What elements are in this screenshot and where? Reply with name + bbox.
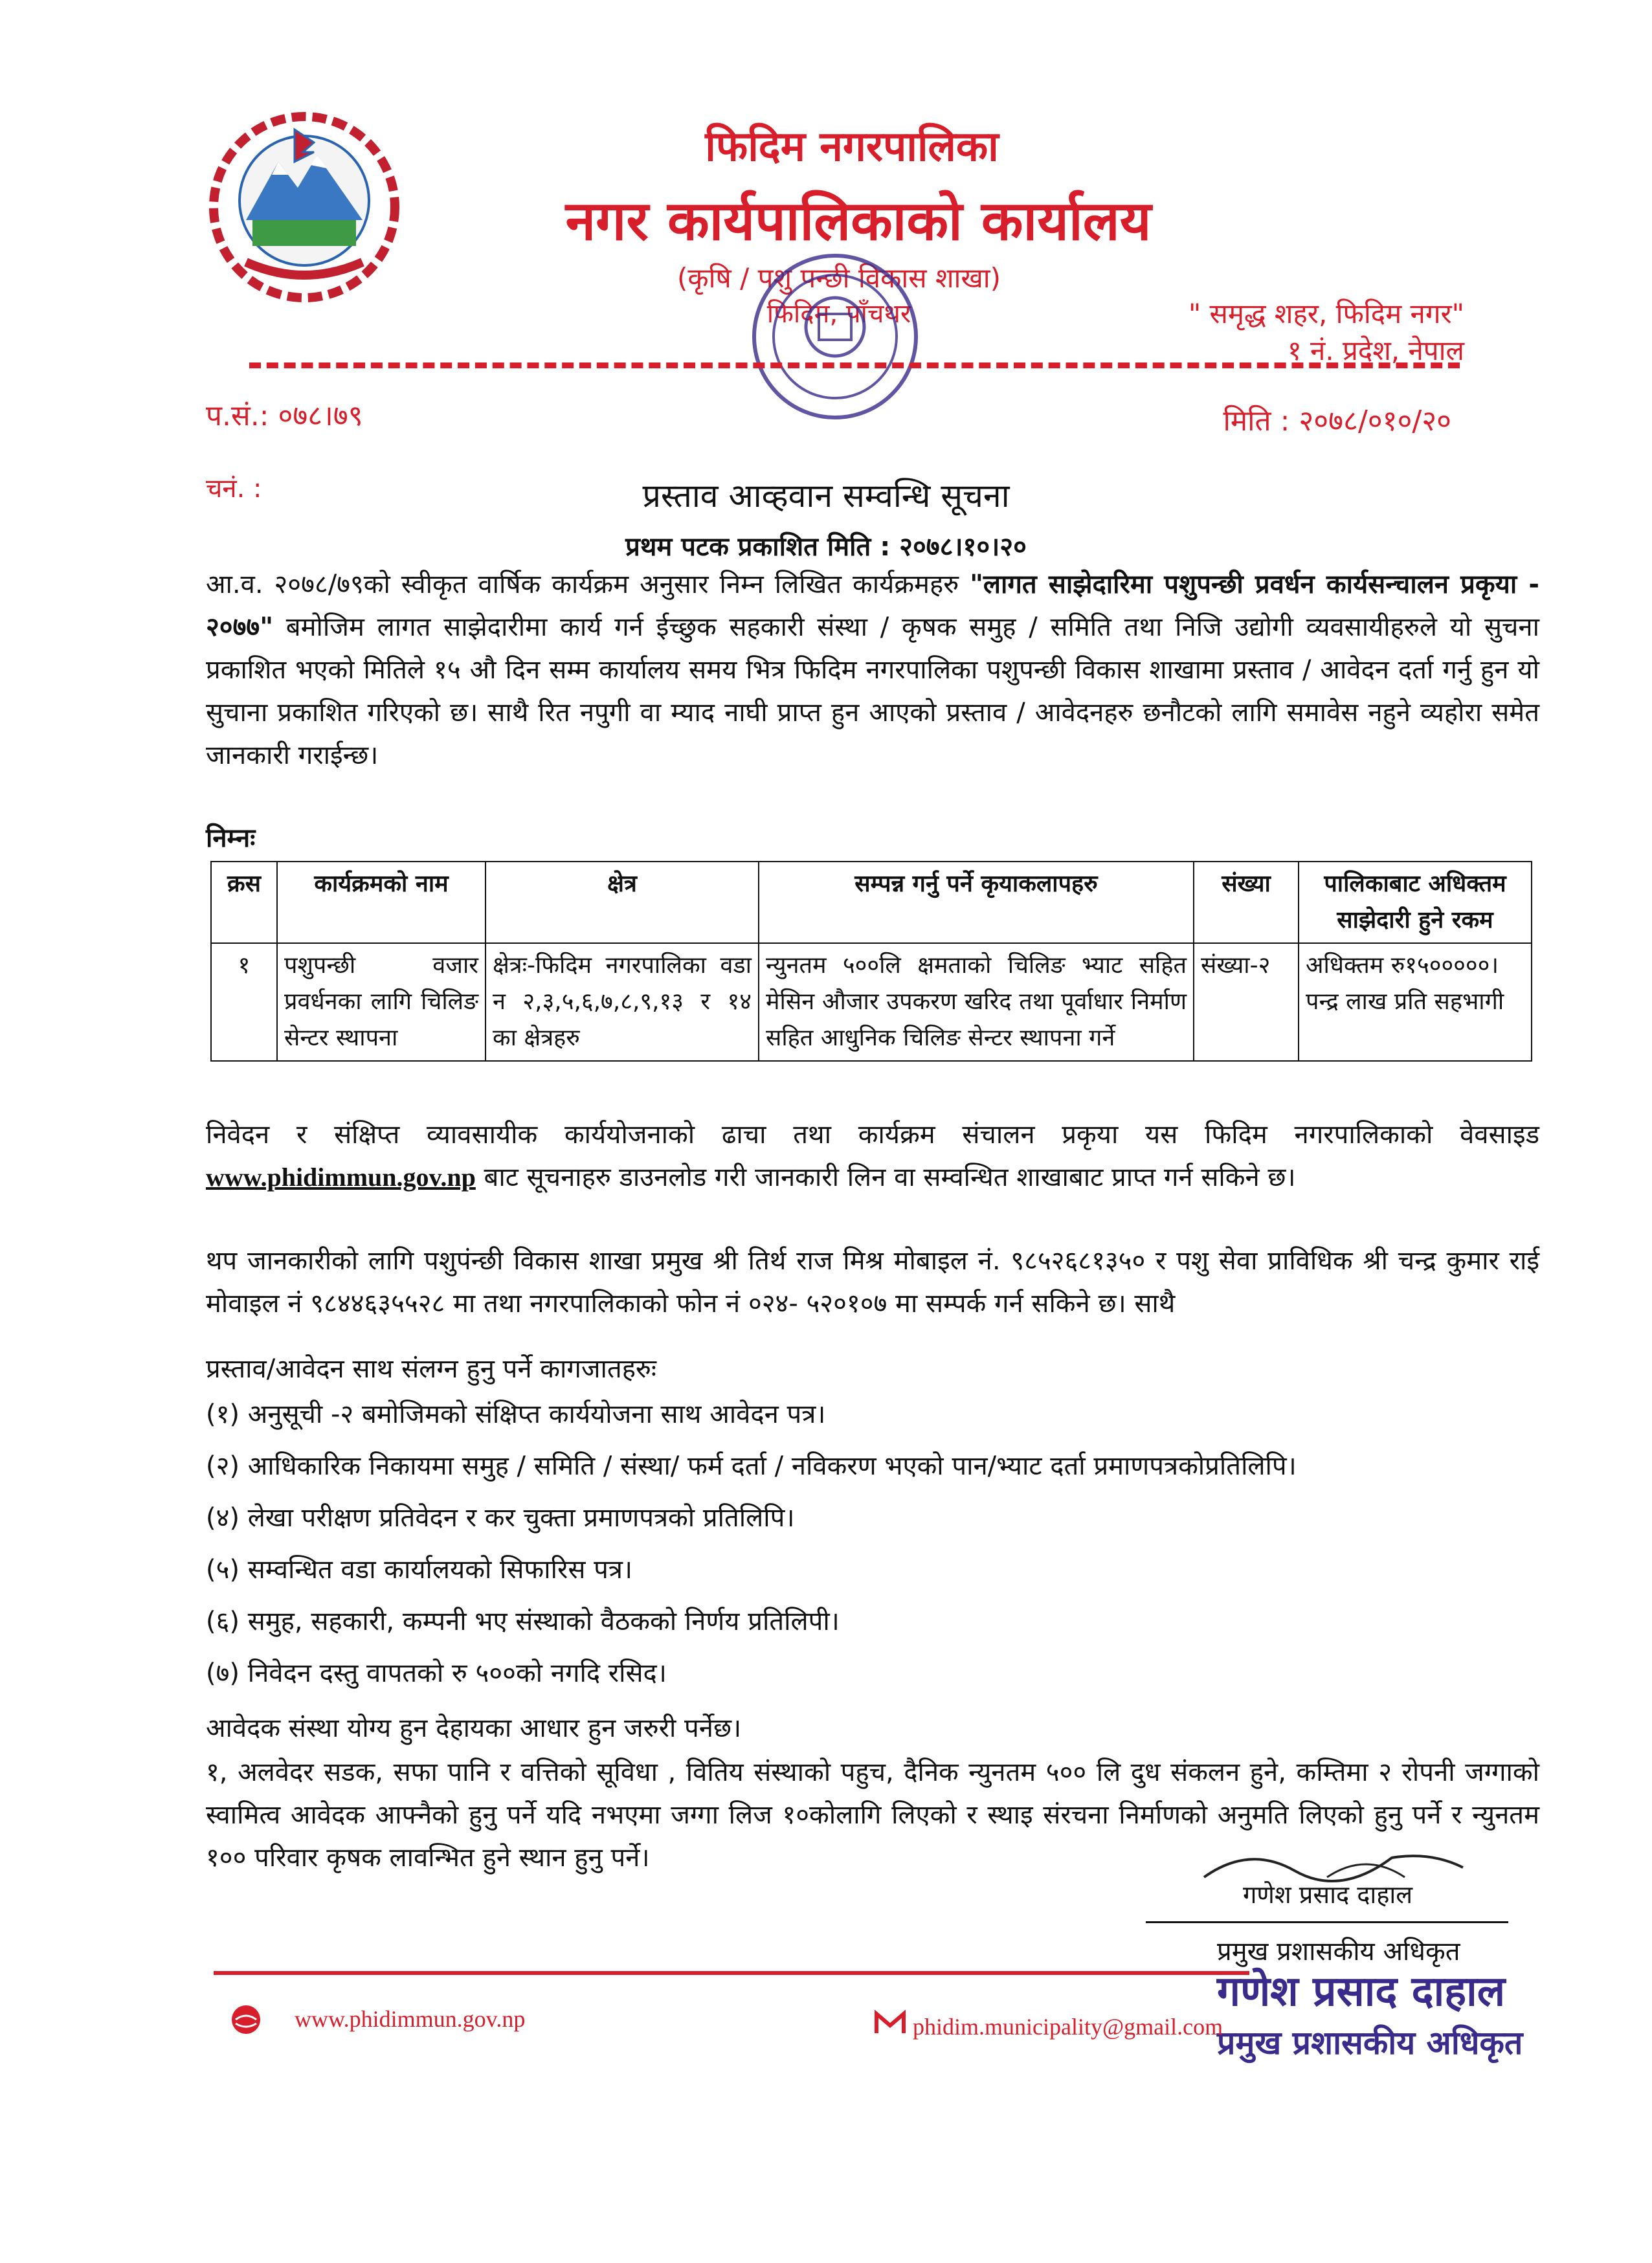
issue-date: मिति : २०७८/०१०/२०: [1223, 405, 1451, 438]
table-row: [211, 943, 1532, 1061]
eligibility-paragraph: १, अलवेदर सडक, सफा पानि र वत्तिको सूविधा , वितिय संस्थाको पहुच, दैनिक न्युनतम ५०० लि दुध संकलन हुने, कम्तिमा २ रोपनी जग्गाको स्वामित्व आवेदक आफ्नैको हुनु पर्ने यदि नभएमा जग्गा लिज १०कोलागि लिएको र स्थाइ संरचना निर्माणको अनुमति लिएको हुनु पर्ने र न्युनतम १०० परिवार कृषक लावन्भित हुने स्थान हुनु पर्ने।: [206, 1757, 1539, 1873]
requirement-item: (२) आधिकारिक निकायमा समुह / समिति / संस्था/ फर्म दर्ता / नविकरण भएको पान/भ्याट दर्ता प्रमाणपत्रकोप्रतिलिपि।: [206, 1451, 1297, 1481]
signatory-stamp-title: प्रमुख प्रशासकीय अधिकृत: [1217, 2024, 1523, 2062]
requirement-item: (१) अनुसूची -२ बमोजिमको संक्षिप्त कार्ययोजना साथ आवेदन पत्र।: [206, 1399, 826, 1429]
cell-activities: न्युनतम ५००लि क्षमताको चिलिङ भ्याट सहित मेसिन औजार उपकरण खरिद तथा पूर्वाधार निर्माण सहित आधुनिक चिलिङ सेन्टर स्थापना गर्ने: [759, 943, 1194, 1061]
office-name: नगर कार्यपालिकाको कार्यालय: [565, 189, 1152, 252]
municipality-name: फिदिम नगरपालिका: [705, 123, 999, 171]
col-activities: सम्पन्न गर्नु पर्ने कृयाकलापहरु: [759, 862, 1194, 943]
header-divider: [249, 362, 1460, 368]
col-program: कार्यक्रमको नाम: [277, 862, 486, 943]
province: १ नं. प्रदेश, नेपाल: [1287, 335, 1464, 366]
eligibility-heading: आवेदक संस्था योग्य हुन देहायका आधार हुन जरुरी पर्नेछ।: [206, 1713, 742, 1743]
col-area: क्षेत्र: [486, 862, 759, 943]
cell-count: संख्या-२: [1194, 943, 1299, 1061]
footer-website-link[interactable]: www.phidimmun.gov.np: [295, 2006, 526, 2032]
cell-area: क्षेत्रः-फिदिम नगरपालिका वडा न २,३,५,६,७,८,९,१३ र १४ का क्षेत्रहरु: [486, 943, 759, 1061]
mail-icon: [874, 2010, 906, 2036]
requirement-item: (५) सम्वन्धित वडा कार्यालयको सिफारिस पत्र।: [206, 1555, 633, 1585]
reference-number: प.सं.: ०७८।७९: [206, 399, 363, 432]
list-label: निम्नः: [206, 823, 256, 853]
program-table: [210, 861, 1532, 1062]
website-link-inline[interactable]: www.phidimmun.gov.np: [206, 1163, 476, 1192]
notice-title: प्रस्ताव आव्हवान सम्वन्धि सूचना: [642, 477, 1010, 515]
col-count: संख्या: [1194, 862, 1299, 943]
download-paragraph: निवेदन र संक्षिप्त व्यावसायीक कार्ययोजनाको ढाचा तथा कार्यक्रम संचालन प्रकृया यस फिदिम नगरपालिकाको वेवसाइड www.phidimmun.gov.np बाट सूचनाहरु डाउनलोड गरी जानकारी लिन वा सम्वन्धित शाखाबाट प्राप्त गर्न सकिने छ।: [206, 1120, 1539, 1192]
footer-email-link[interactable]: phidim.municipality@gmail.com: [913, 2014, 1223, 2040]
requirement-item: (६) समुह, सहकारी, कम्पनी भए संस्थाको वैठकको निर्णय प्रतिलिपी।: [206, 1607, 840, 1636]
signature-line: [1146, 1921, 1508, 1923]
signatory-stamp-name: गणेश प्रसाद दाहाल: [1217, 1968, 1506, 2016]
col-amount: पालिकाबाट अधिक्तम साझेदारी हुने रकम: [1299, 862, 1532, 943]
dispatch-number: चनं. :: [206, 474, 262, 504]
slogan: " समृद्ध शहर, फिदिम नगर": [1188, 298, 1464, 329]
requirement-item: (४) लेखा परीक्षण प्रतिवेदन र कर चुक्ता प्रमाणपत्रको प्रतिलिपि।: [206, 1503, 795, 1533]
office-stamp: [731, 246, 945, 434]
requirement-item: (७) निवेदन दस्तु वापतको रु ५००को नगदि रसिद।: [206, 1658, 667, 1688]
globe-icon: [227, 2000, 265, 2039]
contact-paragraph: थप जानकारीको लागि पशुपंन्छी विकास शाखा प्रमुख श्री तिर्थ राज मिश्र मोबाइल नं. ९८५२६८१३५० र पशु सेवा प्राविधिक श्री चन्द्र कुमार राई मोवाइल नं ९८४४६३५५२८ मा तथा नगरपालिकाको फोन नं ०२४- ५२०१०७ मा सम्पर्क गर्न सकिने छ। साथै: [206, 1246, 1539, 1319]
office-address: फिदिम, पाँचथर: [766, 299, 911, 329]
requirements-heading: प्रस्ताव/आवेदन साथ संलग्न हुनु पर्ने कागजातहरुः: [206, 1354, 656, 1384]
branch-name: (कृषि / पशु पन्छी विकास शाखा): [676, 262, 1001, 294]
table-header-row: [211, 862, 1532, 943]
cell-sn: १: [211, 943, 277, 1061]
cell-program: पशुपन्छी वजार प्रवर्धनका लागि चिलिङ सेन्टर स्थापना: [277, 943, 486, 1061]
cell-amount: अधिक्तम रु१५०००००। पन्द्र लाख प्रति सहभागी: [1299, 943, 1532, 1061]
col-sn: क्रस: [211, 862, 277, 943]
signatory-title: प्रमुख प्रशासकीय अधिकृत: [1217, 1937, 1460, 1967]
footer-divider: [214, 1971, 1249, 1975]
published-date: प्रथम पटक प्रकाशित मिति : २०७८।१०।२०: [625, 532, 1027, 562]
intro-paragraph: आ.व. २०७८/७९को स्वीकृत वार्षिक कार्यक्रम अनुसार निम्न लिखित कार्यक्रमहरु "लागत साझेदारिमा पशुपन्छी प्रवर्धन कार्यसन्चालन प्रकृया - २०७७" बमोजिम लागत साझेदारीमा कार्य गर्न ईच्छुक सहकारी संस्था / कृषक समुह / समिति तथा निजि उद्योगी व्यवसायीहरुले यो सुचना प्रकाशित भएको मितिले १५ औ दिन सम्म कार्यालय समय भित्र फिदिम नगरपालिका पशुपन्छी विकास शाखामा प्रस्ताव / आवेदन दर्ता गर्नु हुन यो सुचाना प्रकाशित गरिएको छ। साथै रित नपुगी वा म्याद नाघी प्राप्त हुन आएको प्रस्ताव / आवेदनहरु छनौटको लागि समावेस नहुने व्यहोरा समेत जानकारी गराईन्छ।: [206, 570, 1539, 770]
signatory-name: गणेश प्रसाद दाहाल: [1243, 1880, 1413, 1909]
